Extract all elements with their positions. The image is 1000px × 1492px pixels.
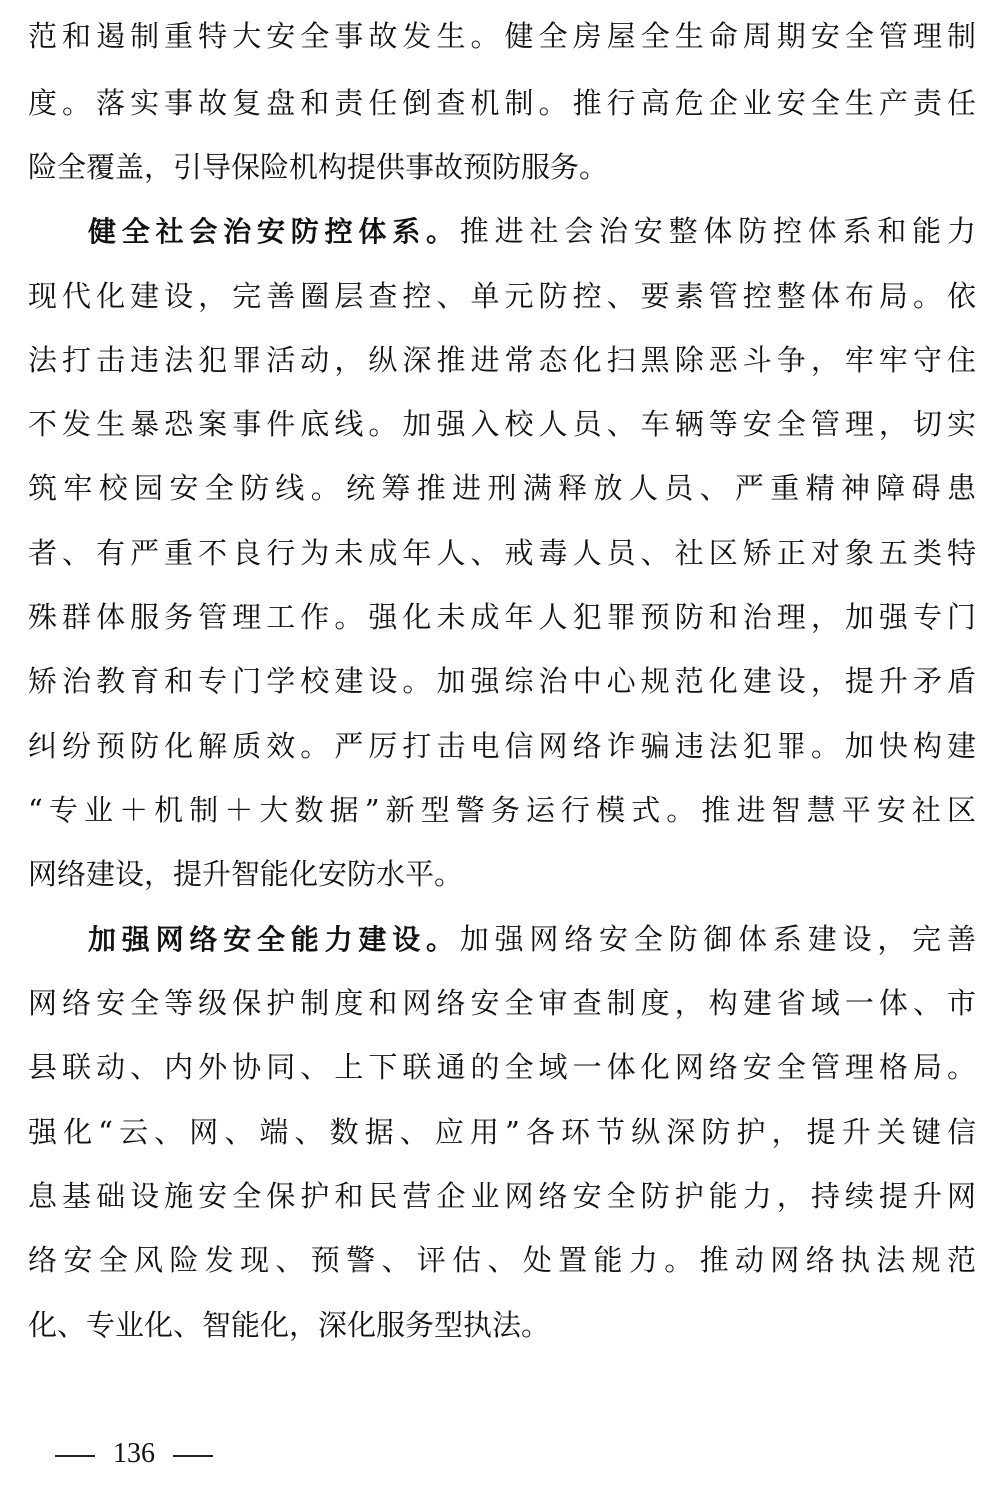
section-heading: 健全社会治安防控体系。 bbox=[88, 215, 460, 248]
text-line: 化、专业化、智能化，深化服务型执法。 bbox=[28, 1308, 551, 1342]
page-number: 136 bbox=[113, 1438, 155, 1469]
text-line: 者、有严重不良行为未成年人、戒毒人员、社区矫正对象五类特 bbox=[28, 536, 976, 570]
text-span: 推进社会治安整体防控体系和能力 bbox=[459, 214, 976, 248]
page-footer bbox=[55, 1434, 213, 1474]
paragraph-start-line bbox=[88, 919, 976, 959]
paragraph-start-line bbox=[88, 211, 976, 251]
text-line: 法打击违法犯罪活动，纵深推进常态化扫黑除恶斗争，牢牢守住 bbox=[28, 343, 976, 377]
text-line: 县联动、内外协同、上下联通的全域一体化网络安全管理格局。 bbox=[28, 1050, 976, 1084]
text-line: 度。落实事故复盘和责任倒查机制。推行高危企业安全生产责任 bbox=[28, 86, 976, 120]
text-line: 络安全风险发现、预警、评估、处置能力。推动网络执法规范 bbox=[28, 1243, 976, 1277]
text-line: 范和遏制重特大安全事故发生。健全房屋全生命周期安全管理制 bbox=[28, 19, 976, 53]
section-heading: 加强网络安全能力建设。 bbox=[88, 923, 460, 956]
text-line: 网络安全等级保护制度和网络安全审查制度，构建省域一体、市 bbox=[28, 986, 976, 1020]
text-line: 不发生暴恐案事件底线。加强入校人员、车辆等安全管理，切实 bbox=[28, 407, 976, 441]
text-line: 险全覆盖，引导保险机构提供事故预防服务。 bbox=[28, 150, 609, 184]
text-line: 筑牢校园安全防线。统筹推进刑满释放人员、严重精神障碍患 bbox=[28, 471, 976, 505]
dash-left bbox=[55, 1455, 95, 1457]
text-line: 殊群体服务管理工作。强化未成年人犯罪预防和治理，加强专门 bbox=[28, 600, 976, 634]
text-line: 现代化建设，完善圈层查控、单元防控、要素管控整体布局。依 bbox=[28, 279, 976, 313]
text-line: 纠纷预防化解质效。严厉打击电信网络诈骗违法犯罪。加快构建 bbox=[28, 729, 976, 763]
text-line: “专业＋机制＋大数据”新型警务运行模式。推进智慧平安社区 bbox=[28, 793, 976, 827]
text-span: 加强网络安全防御体系建设，完善 bbox=[459, 922, 976, 956]
text-line: 矫治教育和专门学校建设。加强综治中心规范化建设，提升矛盾 bbox=[28, 664, 976, 698]
text-line: 息基础设施安全保护和民营企业网络安全防护能力，持续提升网 bbox=[28, 1179, 976, 1213]
text-line: 强化“云、网、端、数据、应用”各环节纵深防护，提升关键信 bbox=[28, 1115, 976, 1149]
text-line: 网络建设，提升智能化安防水平。 bbox=[28, 857, 464, 891]
dash-right bbox=[173, 1455, 213, 1457]
